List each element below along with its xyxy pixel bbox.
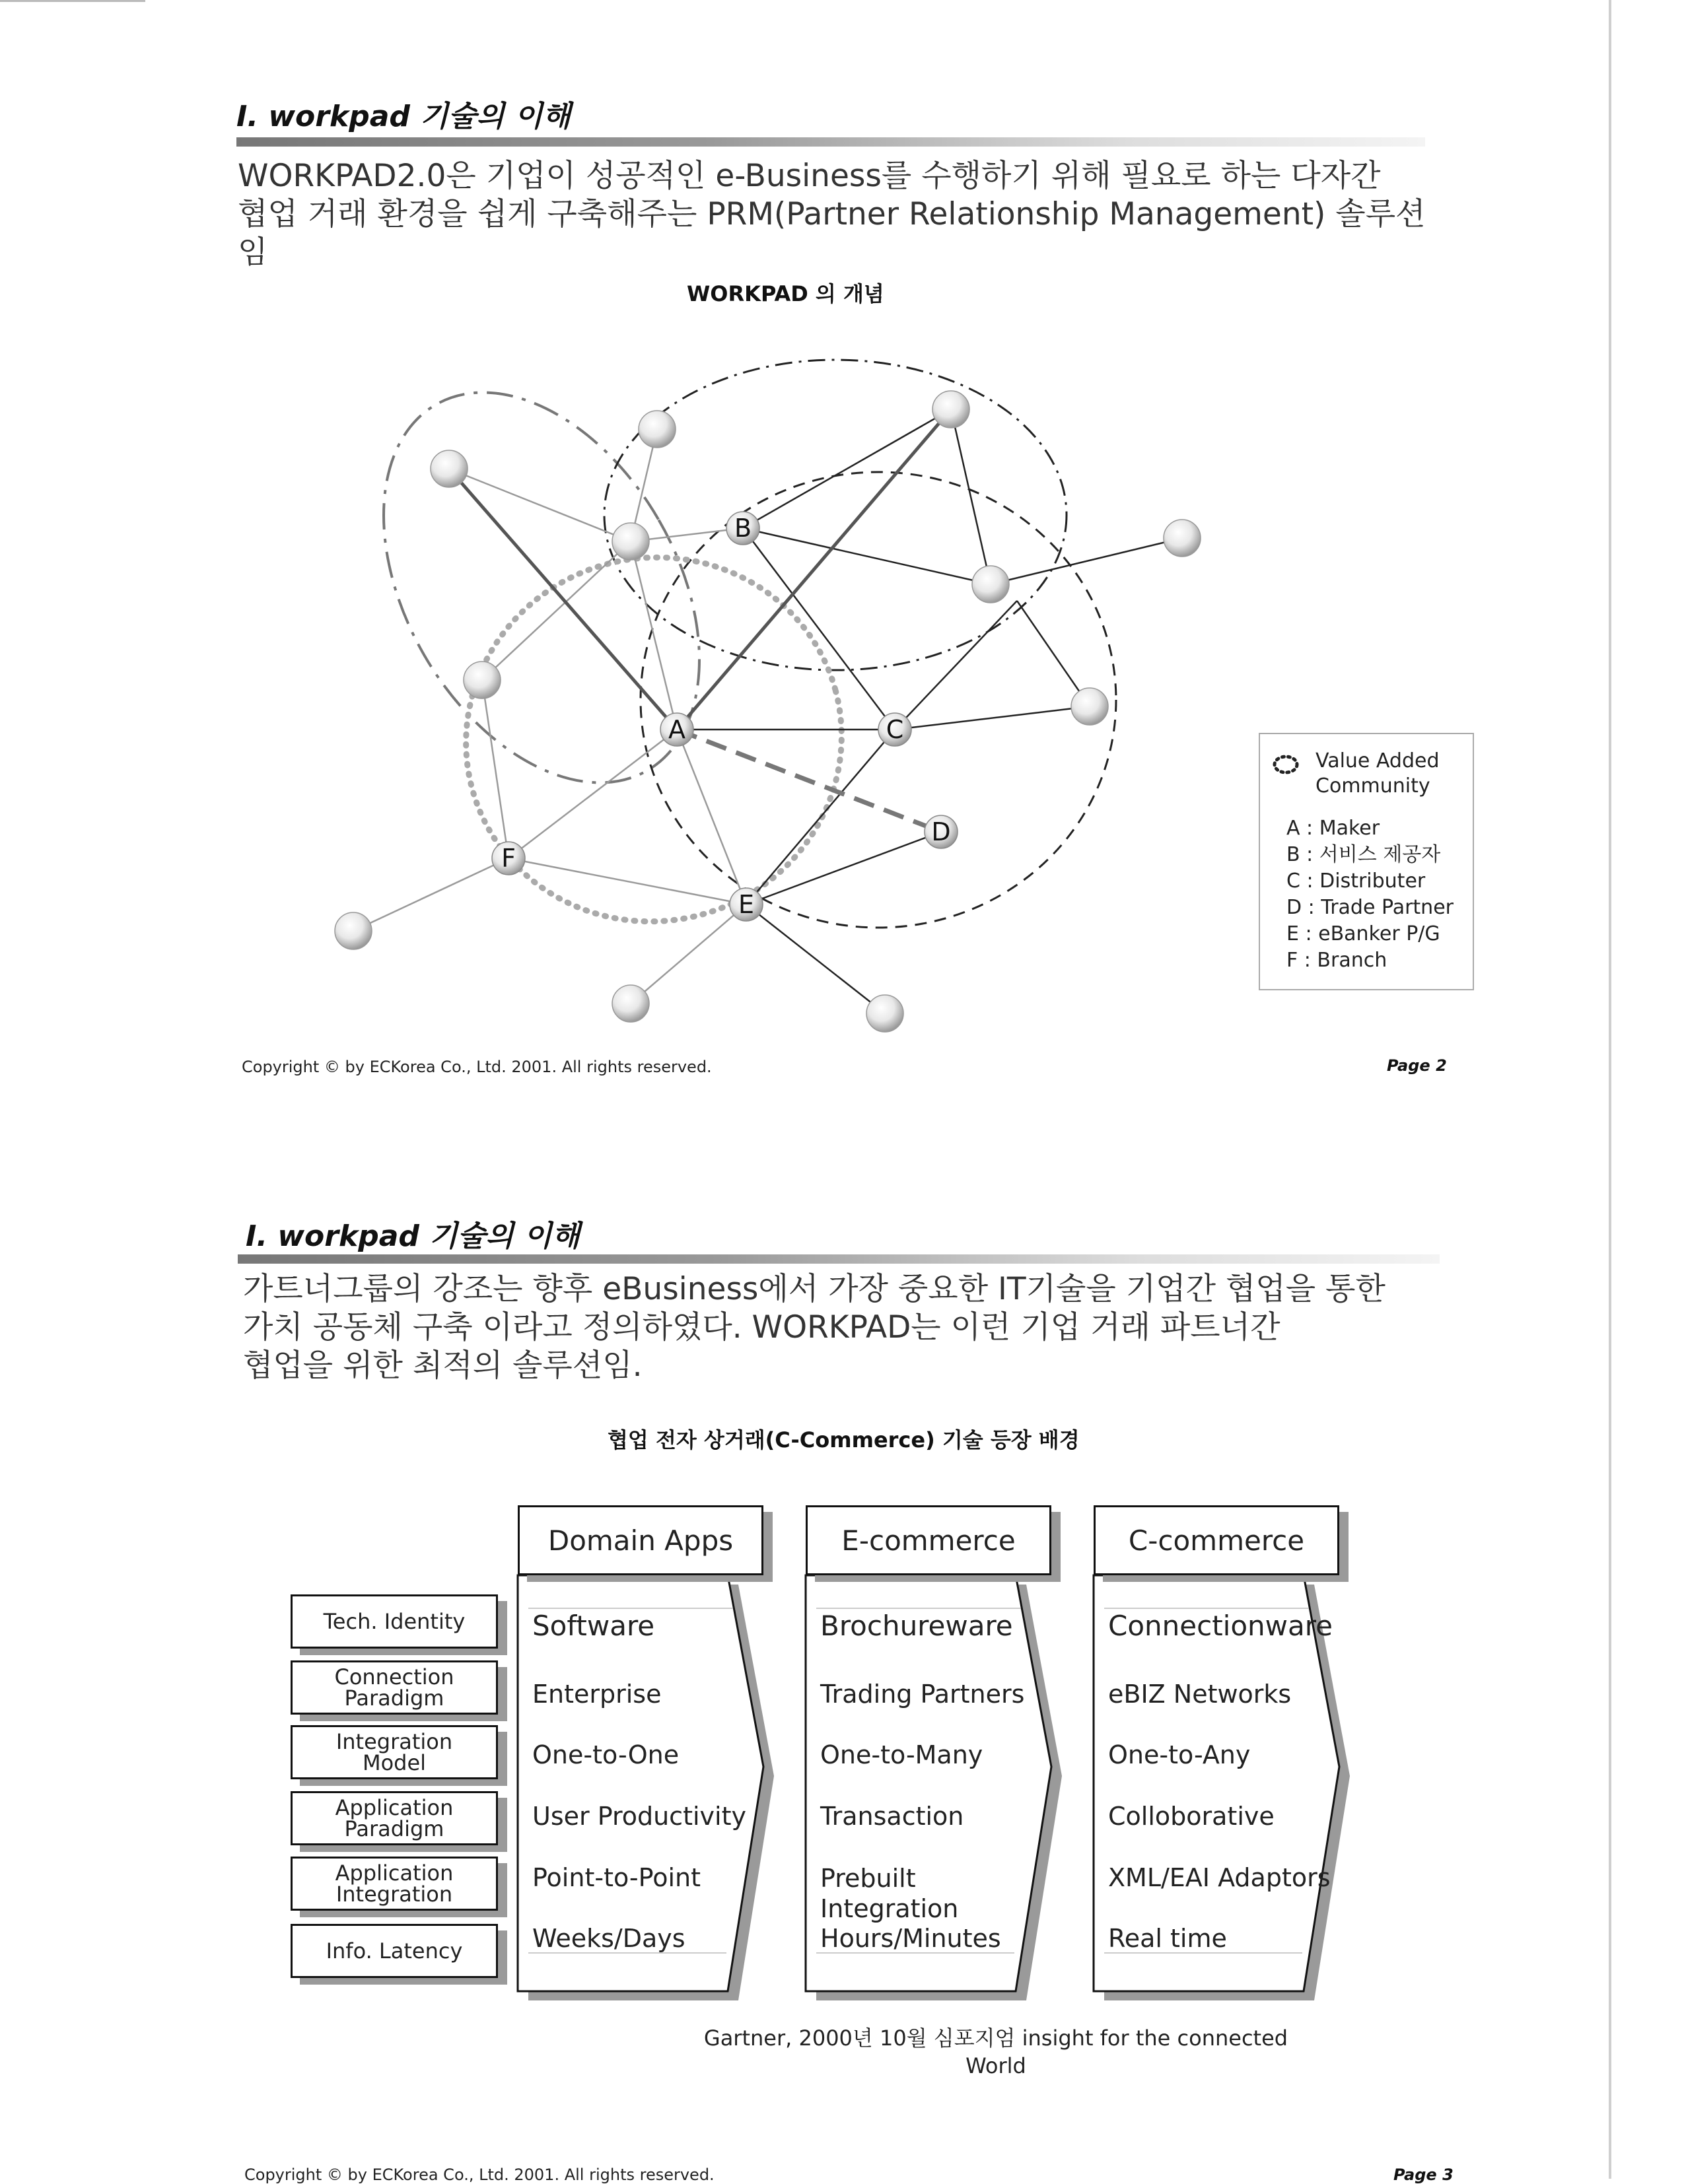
node-e-label: E [738, 890, 755, 919]
cell: Weeks/Days [532, 1924, 685, 1953]
node-b-label: B [734, 514, 752, 543]
legend-item: C : Distributer [1286, 870, 1426, 893]
cell: One-to-Any [1108, 1740, 1251, 1769]
intro-paragraph: 가트너그룹의 강조는 향후 eBusiness에서 가장 중요한 IT기술을 기업간 협업을 통한 가치 공동체 구축 이라고 정의하였다. WORKPAD는 이런 기업 거래 파트너간 협업을 위한 최적의 솔루션임. [243, 1271, 1386, 1384]
row-label-integration-model: Integration Model [291, 1725, 498, 1779]
node-a-label: A [668, 715, 685, 744]
figure-title: 협업 전자 상거래(C-Commerce) 기술 등장 배경 [608, 1427, 1080, 1452]
cell: Prebuilt Integration [820, 1864, 959, 1923]
page-number: Page 2 [1387, 1056, 1447, 1075]
row-label-info-latency: Info. Latency [291, 1924, 498, 1978]
cell: One-to-Many [820, 1740, 983, 1769]
cell: eBIZ Networks [1108, 1680, 1292, 1709]
node-f-label: F [501, 844, 516, 873]
legend-item: F : Branch [1286, 949, 1387, 972]
legend-item: E : eBanker P/G [1286, 922, 1440, 945]
cell: Software [532, 1610, 655, 1642]
cell: User Productivity [532, 1802, 746, 1831]
cell: Real time [1108, 1924, 1227, 1953]
cell: Trading Partners [820, 1680, 1025, 1709]
cell: One-to-One [532, 1740, 680, 1769]
legend-item: D : Trade Partner [1286, 896, 1454, 919]
copyright: Copyright © by ECKorea Co., Ltd. 2001. All rights reserved. [244, 2166, 715, 2184]
cell: Transaction [820, 1802, 964, 1831]
section-title: I. workpad 기술의 이해 [246, 1219, 580, 1253]
intro-paragraph: WORKPAD2.0은 기업이 성공적인 e-Business를 수행하기 위해 필요로 하는 다자간 협업 거래 환경을 쉽게 구축해주는 PRM(Partner Relationship Management) 솔루션 임 [238, 158, 1426, 271]
figure-title: WORKPAD 의 개념 [687, 281, 884, 306]
cell: Brochureware [820, 1610, 1013, 1642]
cell: Hours/Minutes [820, 1924, 1001, 1953]
node-d-label: D [931, 817, 951, 846]
row-label-application-paradigm: Application Paradigm [291, 1791, 498, 1845]
cell: Connectionware [1108, 1610, 1333, 1642]
cell: Colloborative [1108, 1802, 1275, 1831]
row-label-tech-identity: Tech. Identity [291, 1594, 498, 1649]
cell: Point-to-Point [532, 1863, 701, 1892]
legend-community-label: Value Added Community [1316, 749, 1440, 798]
legend-item: A : Maker [1286, 817, 1380, 840]
legend-item: B : 서비스 제공자 [1286, 843, 1441, 866]
cell: Enterprise [532, 1680, 662, 1709]
column-header-c-commerce: C-commerce [1094, 1505, 1339, 1575]
column-header-e-commerce: E-commerce [806, 1505, 1051, 1575]
row-label-application-integration: Application Integration [291, 1857, 498, 1911]
copyright: Copyright © by ECKorea Co., Ltd. 2001. All rights reserved. [242, 1058, 712, 1076]
row-label-connection-paradigm: Connection Paradigm [291, 1660, 498, 1715]
node-c-label: C [886, 715, 904, 744]
column-header-domain-apps: Domain Apps [518, 1505, 763, 1575]
source-citation: Gartner, 2000년 10월 심포지엄 insight for the connected World [703, 2026, 1288, 2078]
section-title: I. workpad 기술의 이해 [236, 100, 571, 133]
cell: XML/EAI Adaptors [1108, 1863, 1331, 1892]
page-number: Page 3 [1393, 2166, 1454, 2184]
